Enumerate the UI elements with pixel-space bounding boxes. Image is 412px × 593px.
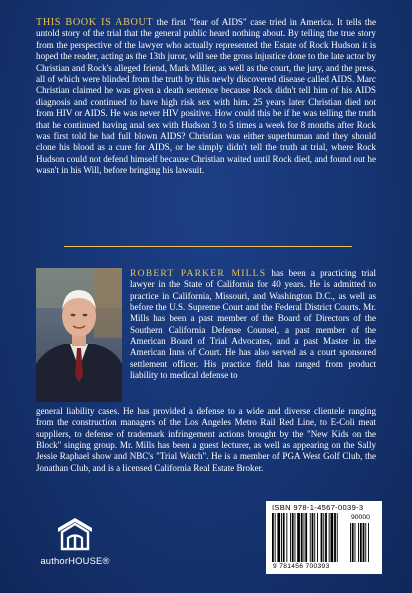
divider-rule	[64, 246, 352, 247]
author-name: ROBERT PARKER MILLS	[130, 268, 267, 279]
ean-digits: 9 781456 700393	[273, 563, 330, 570]
description-lead: THIS BOOK IS ABOUT	[36, 17, 154, 28]
isbn-label: ISBN 978-1-4567-0039-3	[272, 503, 364, 512]
house-book-icon	[55, 516, 95, 552]
author-bio-bottom: general liability cases. He has provided a defense to a wide and diverse clientele ranging from the construction managers of the Los Angeles Metro Rail Red Line, to E-Coli meat suppliers, to defense of trademark infringement actions brought by the "New Kids on the Block" singing group. Mr. Mills has been a guest lecturer, as well as appearing on the Sally Jessie Raphael show and NBC's "Trial Watch". He is a member of PGA West Golf Club, the Jonathan Club, and is a licensed California Real Estate Broker.	[36, 406, 376, 473]
author-bio-text: has been a practicing trial lawyer in the State of California for 40 years. He is admitted to practice in California, Missouri, and Washington D.C., as well as before the U.S. Supreme Court and the Federal District Courts. Mr. Mills has been a past member of the Board of Directors of the Southern California Defense Counsel, a past member of the American Board of Trial Advocates, and a past Master in the American Inns of Court. He has also served as a court sponsored settlement officer. His practice field has ranged from product liability to medical defense to	[130, 268, 376, 381]
book-description	[36, 17, 376, 177]
price-code: 90000	[351, 514, 370, 521]
isbn-barcode	[266, 501, 382, 574]
publisher-name: authorHOUSE®	[40, 555, 110, 566]
description-body: the first "fear of AIDS" case tried in America. It tells the untold story of the trial that the general public heard nothing about. By telling the true story from the perspective of the lawyer who actually represented the Estate of Rock Hudson it is hoped the reader, acting as the 13th juror, will see the gross injustice done to the late actor by Christian and Rock's alleged friend, Mark Miller, as well as the court, the jury, and the press, all of which were blinded from the truth by this newly discovered disease called AIDS. Marc Christian claimed he was given a death sentence because Rock didn't tell him of his AIDS diagnosis and continued to have high risk sex with him. 25 years later Christian died not from HIV or AIDS. He was never HIV positive. How could this be if he was telling the truth that he continued having anal sex with Hudson 3 to 5 times a week for 8 months after Rock was first told he had full blown AIDS? Christian was either superhuman and they should clone his blood as a cure for AIDS, or he simply didn't tell the truth at trial, where Rock Hudson could not defend himself because Christian waited until Rock died, and found out he wasn't in his Will, before bringing his lawsuit.	[36, 17, 376, 176]
author-photo	[36, 268, 122, 402]
author-bio-top	[130, 268, 376, 381]
publisher-logo	[38, 516, 112, 574]
